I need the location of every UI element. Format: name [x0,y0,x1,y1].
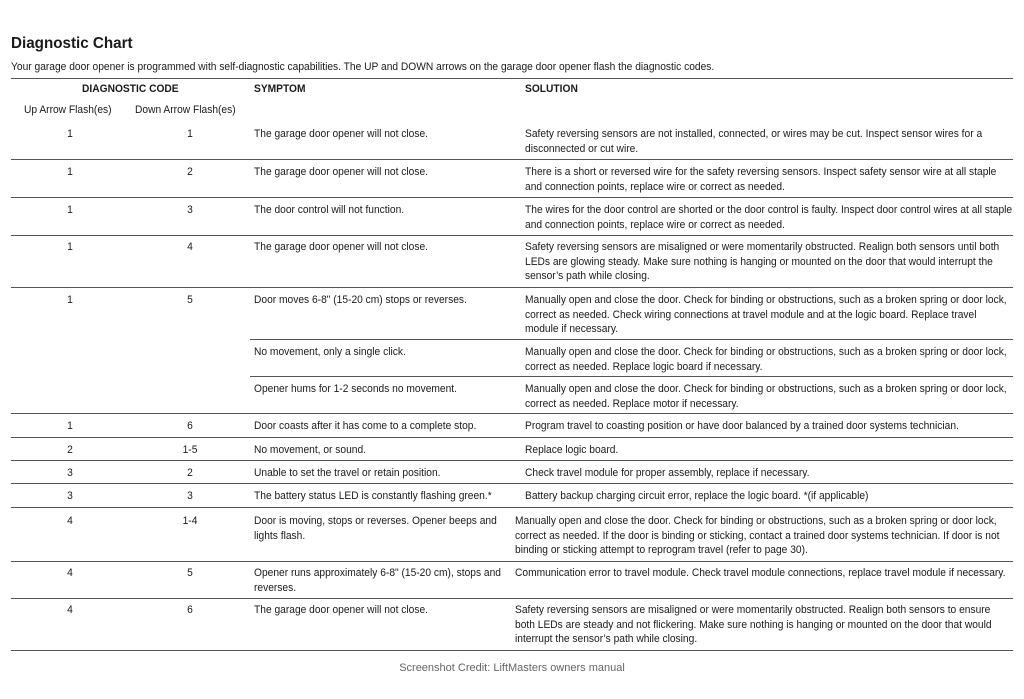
down-flash-cell: 1-5 [182,444,198,456]
up-flash-cell: 1 [67,204,73,216]
symptom-cell: The garage door opener will not close. [254,604,429,616]
up-flash-cell: 1 [67,166,73,178]
up-flash-cell: 1 [67,294,73,306]
down-flash-cell: 6 [187,420,193,432]
up-flash-cell: 4 [67,515,73,527]
symptom-cell: The battery status LED is constantly flashing green.* [254,490,492,502]
down-flash-cell: 1 [187,128,193,140]
solution-cell: Safety reversing sensors are not installed, connected, or wires may be cut. Inspect sensor wires for a disconnected or cut wire. [525,128,983,155]
solution-cell: Manually open and close the door. Check for binding or obstructions, such as a broken spring or door lock, correct as needed. If the door is binding or sticking, contact a trained door systems technician. If door is not binding or sticking attempt to reprogram travel (refer to page 30). [515,515,1000,556]
screenshot-credit: Screenshot Credit: LiftMasters owners manual [399,662,625,674]
row-divider [11,437,1013,438]
symptom-cell: Opener runs approximately 6-8" (15-20 cm), stops and reverses. [254,567,502,594]
up-flash-cell: 1 [67,128,73,140]
solution-cell: The wires for the door control are shorted or the door control is faulty. Inspect door control wires at all staple and connection points, replace wire or correct as needed. [525,204,1013,231]
header-solution: SOLUTION [525,83,578,95]
down-flash-cell: 5 [187,567,193,579]
solution-cell: Manually open and close the door. Check for binding or obstructions, such as a broken spring or door lock, correct as needed. Replace logic board if necessary. [525,346,1007,373]
solution-cell: Manually open and close the door. Check for binding or obstructions, such as a broken spring or door lock, correct as needed. Check wiring connections at travel module and at the logic board. Replace travel module if necessary. [525,294,1007,335]
up-flash-cell: 4 [67,567,73,579]
up-flash-cell: 1 [67,241,73,253]
symptom-cell: Door coasts after it has come to a complete stop. [254,420,477,432]
solution-cell: There is a short or reversed wire for the safety reversing sensors. Inspect safety sensor wire at all staple and connection points, replace wire or correct as needed. [525,166,997,193]
intro-text: Your garage door opener is programmed with self-diagnostic capabilities. The UP and DOWN arrows on the garage door opener flash the diagnostic codes. [11,61,715,73]
down-flash-cell: 1-4 [182,515,198,527]
header-down-arrow: Down Arrow Flash(es) [135,104,236,116]
symptom-cell: No movement, only a single click. [254,346,406,358]
down-flash-cell: 2 [187,467,193,479]
solution-cell: Battery backup charging circuit error, replace the logic board. *(if applicable) [525,490,869,502]
symptom-cell: Door is moving, stops or reverses. Opener beeps and lights flash. [254,515,497,542]
row-divider-partial [250,339,1013,340]
up-flash-cell: 3 [67,490,73,502]
up-flash-cell: 3 [67,467,73,479]
row-divider [11,598,1013,599]
solution-cell: Program travel to coasting position or have door balanced by a trained door systems technician. [525,420,959,432]
solution-cell: Check travel module for proper assembly, replace if necessary. [525,467,810,479]
row-divider [11,159,1013,160]
up-flash-cell: 4 [67,604,73,616]
down-flash-cell: 3 [187,204,193,216]
row-divider-partial [250,376,1013,377]
row-divider [11,287,1013,288]
header-diagnostic-code: DIAGNOSTIC CODE [82,83,179,95]
row-divider [11,507,1013,508]
down-flash-cell: 4 [187,241,193,253]
up-flash-cell: 2 [67,444,73,456]
row-divider [11,235,1013,236]
header-up-arrow: Up Arrow Flash(es) [24,104,112,116]
solution-cell: Manually open and close the door. Check for binding or obstructions, such as a broken spring or door lock, correct as needed. Replace motor if necessary. [525,383,1007,410]
symptom-cell: No movement, or sound. [254,444,367,456]
row-divider [11,561,1013,562]
symptom-cell: Opener hums for 1-2 seconds no movement. [254,383,458,395]
down-flash-cell: 5 [187,294,193,306]
down-flash-cell: 6 [187,604,193,616]
solution-cell: Safety reversing sensors are misaligned or were momentarily obstructed. Realign both sensors until both LEDs are glowing steady. Make sure nothing is hanging or mounted on the door that would interrupt the sensor’s path while closing. [525,241,1000,282]
solution-cell: Replace logic board. [525,444,619,456]
row-divider [11,413,1013,414]
symptom-cell: Unable to set the travel or retain position. [254,467,441,479]
symptom-cell: The garage door opener will not close. [254,166,429,178]
header-top-rule [11,78,1013,79]
table-bottom-rule [11,650,1013,651]
row-divider [11,460,1013,461]
solution-cell: Safety reversing sensors are misaligned or were momentarily obstructed. Realign both sensors to ensure both LEDs are steady and not flickering. Make sure nothing is hanging or mounted on the door that would interrupt the sensor’s path while closing. [515,604,992,645]
row-divider [11,197,1013,198]
up-flash-cell: 1 [67,420,73,432]
symptom-cell: The garage door opener will not close. [254,241,429,253]
symptom-cell: The door control will not function. [254,204,405,216]
page-title: Diagnostic Chart [11,35,133,52]
header-symptom: SYMPTOM [254,83,306,95]
down-flash-cell: 2 [187,166,193,178]
symptom-cell: The garage door opener will not close. [254,128,429,140]
row-divider [11,483,1013,484]
solution-cell: Communication error to travel module. Check travel module connections, replace travel module if necessary. [515,567,1006,579]
down-flash-cell: 3 [187,490,193,502]
symptom-cell: Door moves 6-8" (15-20 cm) stops or reverses. [254,294,467,306]
